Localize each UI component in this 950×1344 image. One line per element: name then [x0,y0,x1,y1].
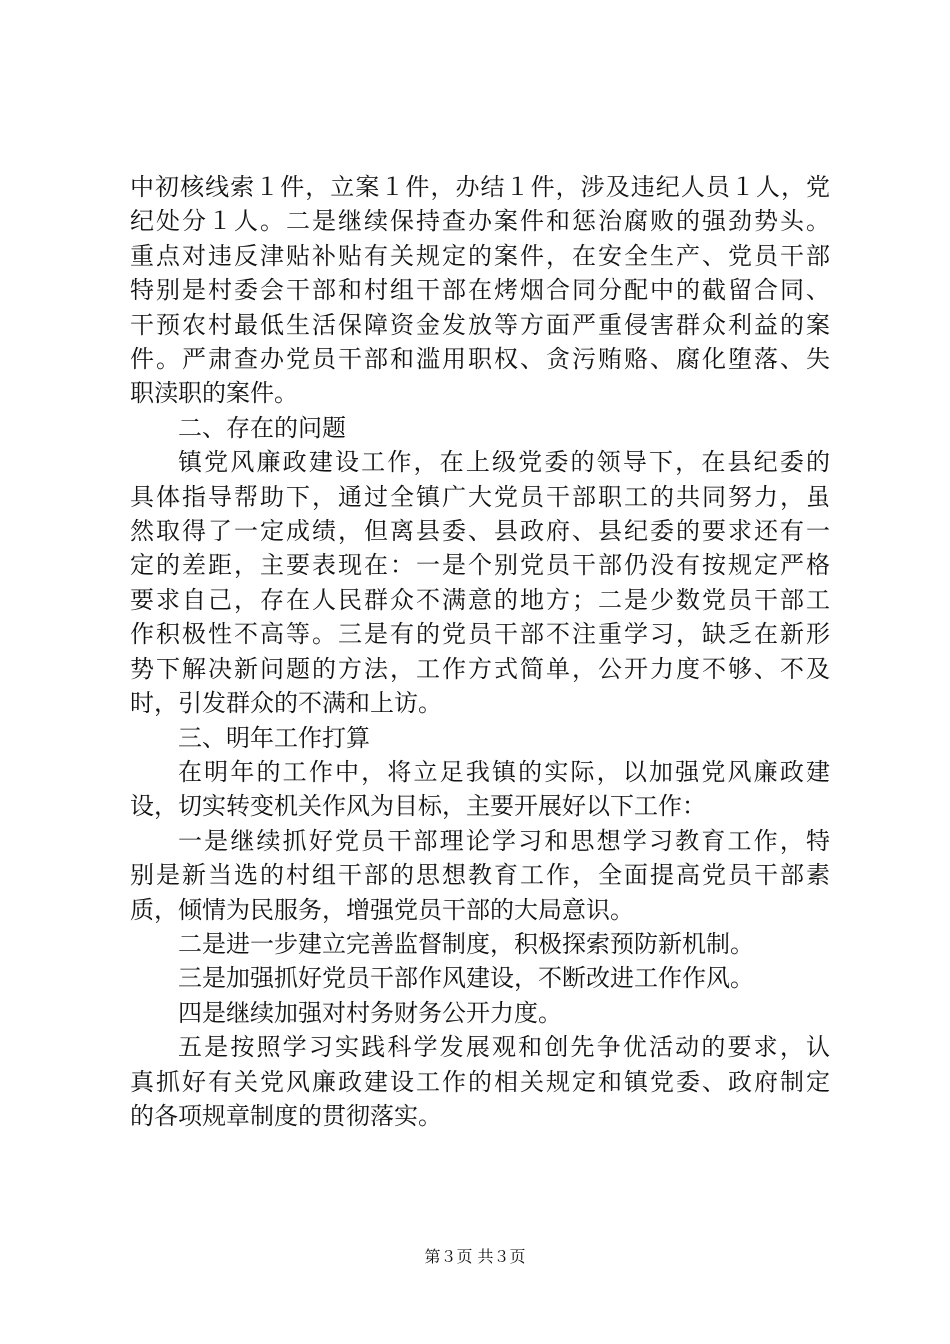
text-line: 二是进一步建立完善监督制度，积极探索预防新机制。 [178,929,754,958]
text-line: 时，引发群众的不满和上访。 [130,689,442,718]
text-line: 件。严肃查办党员干部和滥用职权、贪污贿赂、腐化堕落、失 [130,345,830,374]
page-footer: 第３页 共３页 [424,1247,526,1266]
text-line: 具体指导帮助下，通过全镇广大党员干部职工的共同努力，虽 [130,482,830,511]
text-line: 五是按照学习实践科学发展观和创先争优活动的要求，认 [178,1033,830,1062]
text-line: 然取得了一定成绩，但离县委、县政府、县纪委的要求还有一 [130,517,830,546]
text-line: 干预农村最低生活保障资金发放等方面严重侵害群众利益的案 [130,310,830,339]
text-line: 三、明年工作打算 [178,723,370,752]
text-line: 作积极性不高等。三是有的党员干部不注重学习，缺乏在新形 [130,620,830,649]
text-line: 一是继续抓好党员干部理论学习和思想学习教育工作，特 [178,826,830,855]
text-line: 镇党风廉政建设工作，在上级党委的领导下，在县纪委的 [178,448,830,477]
text-line: 特别是村委会干部和村组干部在烤烟合同分配中的截留合同、 [130,276,830,305]
text-line: 二、存在的问题 [178,413,346,442]
text-line: 重点对违反津贴补贴有关规定的案件，在安全生产、党员干部 [130,241,830,270]
text-line: 纪处分１人。二是继续保持查办案件和惩治腐败的强劲势头。 [130,207,830,236]
text-line: 质，倾情为民服务，增强党员干部的大局意识。 [130,895,634,924]
text-line: 要求自己，存在人民群众不满意的地方；二是少数党员干部工 [130,585,830,614]
text-line: 在明年的工作中，将立足我镇的实际，以加强党风廉政建 [178,757,830,786]
body-text [130,170,830,1133]
text-line: 势下解决新问题的方法，工作方式简单，公开力度不够、不及 [130,654,830,683]
text-line: 四是继续加强对村务财务公开力度。 [178,998,562,1027]
text-line: 职渎职的案件。 [130,379,298,408]
text-line: 别是新当选的村组干部的思想教育工作，全面提高党员干部素 [130,861,830,890]
text-line: 的各项规章制度的贯彻落实。 [130,1101,442,1130]
text-line: 定的差距，主要表现在：一是个别党员干部仍没有按规定严格 [130,551,830,580]
text-line: 真抓好有关党风廉政建设工作的相关规定和镇党委、政府制定 [130,1067,830,1096]
text-line: 三是加强抓好党员干部作风建设，不断改进工作作风。 [178,964,754,993]
text-line: 中初核线索１件，立案１件，办结１件，涉及违纪人员１人，党 [130,173,830,201]
text-line: 设，切实转变机关作风为目标，主要开展好以下工作： [130,792,706,821]
